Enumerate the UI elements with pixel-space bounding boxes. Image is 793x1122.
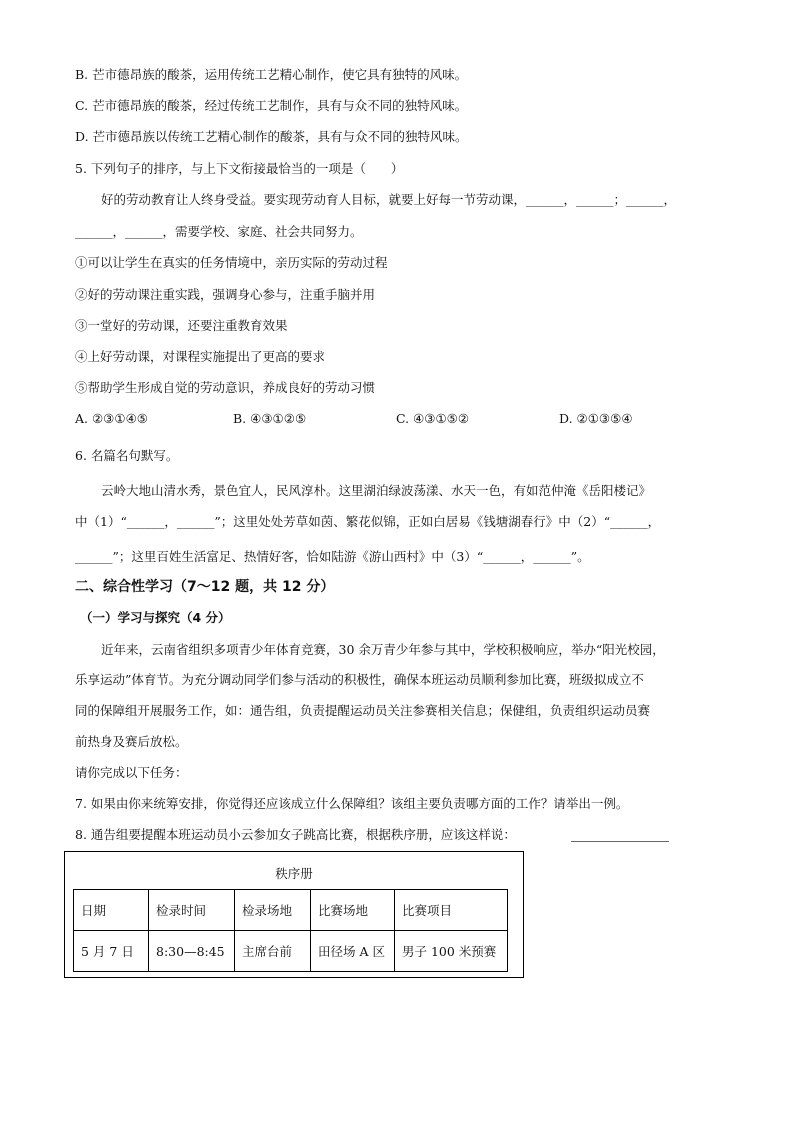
section-2-heading: 二、综合性学习（7～12 题，共 12 分） — [75, 579, 335, 595]
q5-option-a: A. ②③①④⑤ — [75, 411, 149, 426]
header-venue: 比赛场地 — [311, 890, 395, 931]
q5-option-b: B. ④③①②⑤ — [233, 411, 307, 426]
q5-option-d: D. ②①③⑤④ — [559, 411, 633, 426]
passage-line-3: 同的保障组开展服务工作，如：通告组，负责提醒运动员关注参赛相关信息；保健组，负责组织运动员赛 — [75, 703, 651, 718]
table-header-row — [74, 890, 508, 931]
schedule-title: 秩序册 — [275, 866, 313, 881]
sentence-1: ①可以让学生在真实的任务情境中，亲历实际的劳动过程 — [75, 255, 388, 270]
header-checkin-place: 检录场地 — [235, 890, 311, 931]
cell-venue: 田径场 A 区 — [311, 931, 395, 972]
answer-blank-line — [571, 841, 669, 842]
q5-paragraph-line-1: 好的劳动教育让人终身受益。要实现劳动育人目标，就要上好每一节劳动课，______，______；______， — [101, 192, 677, 207]
option-c: C. 芒市德昂族的酸茶，经过传统工艺制作，具有与众不同的独特风味。 — [75, 98, 468, 113]
option-d: D. 芒市德昂族以传统工艺精心制作的酸茶，具有与众不同的独特风味。 — [75, 129, 468, 144]
question-8: 8. 通告组要提醒本班运动员小云参加女子跳高比赛，根据秩序册，应该这样说： — [75, 827, 516, 842]
schedule-table — [73, 889, 508, 972]
question-6: 6. 名篇名句默写。 — [75, 448, 179, 463]
q6-paragraph-line-2: 中（1）“______，______”；这里处处芳草如茵、繁花似锦，正如白居易《钱塘湖春行》中（2）“______， — [75, 514, 661, 529]
q6-paragraph-line-3: ______”；这里百姓生活富足、热情好客，恰如陆游《游山西村》中（3）“______，______”。 — [75, 549, 590, 564]
sentence-5: ⑤帮助学生形成自觉的劳动意识，养成良好的劳动习惯 — [75, 380, 376, 395]
schedule-box — [64, 851, 524, 978]
task-intro: 请你完成以下任务： — [75, 765, 188, 780]
cell-date: 5 月 7 日 — [74, 931, 149, 972]
header-date: 日期 — [74, 890, 149, 931]
header-event: 比赛项目 — [395, 890, 508, 931]
passage-line-4: 前热身及赛后放松。 — [75, 734, 188, 749]
question-5: 5. 下列句子的排序，与上下文衔接最恰当的一项是（ ） — [75, 161, 404, 176]
sentence-3: ③一堂好的劳动课，还要注重教育效果 — [75, 318, 288, 333]
passage-line-1: 近年来，云南省组织多项青少年体育竞赛，30 余万青少年参与其中，学校积极响应，举办“阳光校园， — [101, 642, 665, 657]
q5-paragraph-line-2: ______，______，需要学校、家庭、社会共同努力。 — [75, 224, 363, 239]
table-row — [74, 931, 508, 972]
sentence-4: ④上好劳动课，对课程实施提出了更高的要求 — [75, 349, 326, 364]
q6-paragraph-line-1: 云岭大地山清水秀，景色宜人，民风淳朴。这里湖泊绿波荡漾、水天一色，有如范仲淹《岳阳楼记》 — [101, 483, 652, 498]
sentence-2: ②好的劳动课注重实践，强调身心参与，注重手脑并用 — [75, 287, 376, 302]
cell-checkin-place: 主席台前 — [235, 931, 311, 972]
passage-line-2: 乐享运动”体育节。为充分调动同学们参与活动的积极性，确保本班运动员顺利参加比赛，班级拟成立不 — [75, 672, 644, 687]
subsection-1-heading: （一）学习与探究（4 分） — [80, 610, 231, 625]
question-7: 7. 如果由你来统筹安排，你觉得还应该成立什么保障组？该组主要负责哪方面的工作？请举出一例。 — [75, 796, 629, 811]
cell-event: 男子 100 米预赛 — [395, 931, 508, 972]
option-b: B. 芒市德昂族的酸茶，运用传统工艺精心制作，使它具有独特的风味。 — [75, 67, 468, 82]
header-checkin-time: 检录时间 — [149, 890, 235, 931]
q5-option-c: C. ④③①⑤② — [396, 411, 470, 426]
cell-checkin-time: 8:30—8:45 — [149, 931, 235, 972]
